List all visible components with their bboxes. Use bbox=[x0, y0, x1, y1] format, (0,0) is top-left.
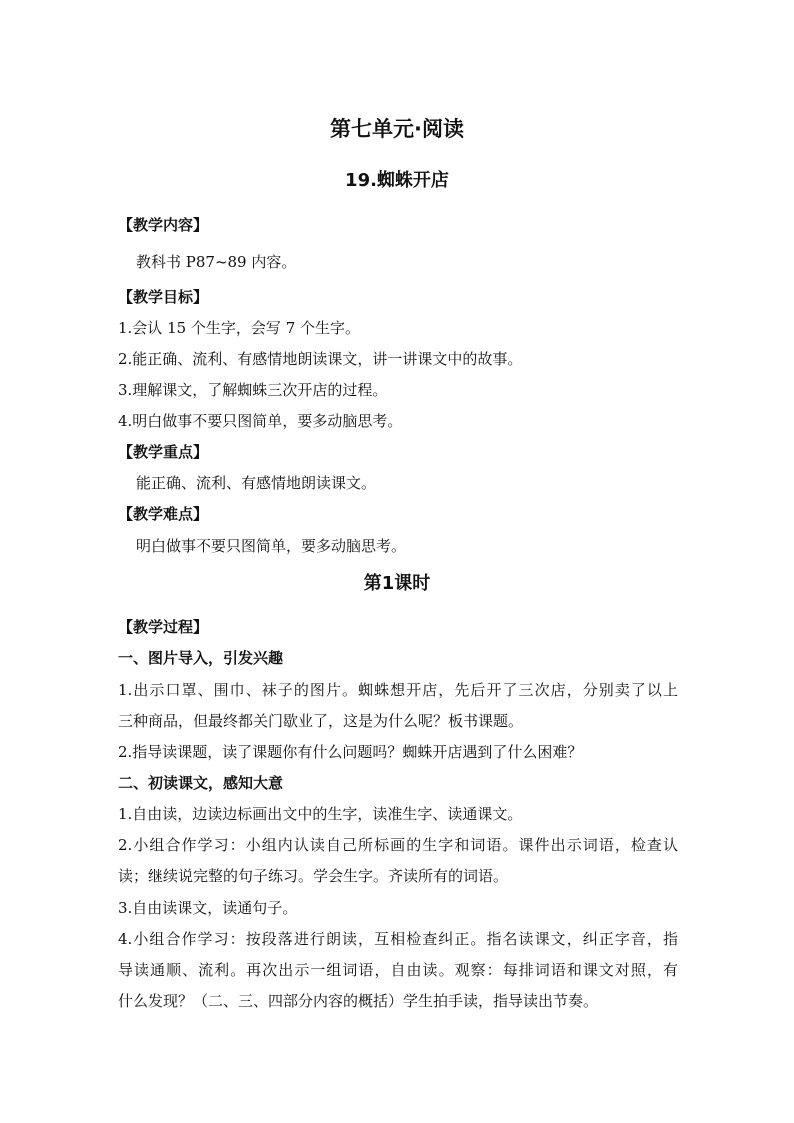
difficulty-text: 明白做事不要只图简单，要多动脑思考。 bbox=[136, 537, 407, 555]
paragraph-line: 三种商品，但最终都关门歇业了，这是为什么呢？板书课题。 bbox=[118, 712, 524, 730]
goal-item: 2.能正确、流利、有感情地朗读课文，讲一讲课文中的故事。 bbox=[118, 350, 523, 368]
lesson-subtitle: 19.蜘蛛开店 bbox=[345, 170, 449, 191]
paragraph-line: 导读通顺、流利。再次出示一组词语，自由读。观察：每排词语和课文对照，有 bbox=[118, 961, 678, 979]
paragraph-line: 3.自由读课文，读通句子。 bbox=[118, 899, 298, 917]
paragraph-line: 什么发现？（二、三、四部分内容的概括）学生拍手读，指导读出节奏。 bbox=[118, 992, 599, 1010]
goal-item: 3.理解课文，了解蜘蛛三次开店的过程。 bbox=[118, 381, 388, 399]
paragraph-line: 2.小组合作学习：小组内认读自己所标画的生字和词语。课件出示词语，检查认 bbox=[118, 836, 678, 854]
key-heading: 【教学重点】 bbox=[118, 443, 209, 461]
unit-title: 第七单元·阅读 bbox=[330, 117, 464, 141]
part2-heading: 二、初读课文，感知大意 bbox=[118, 774, 284, 792]
paragraph-line: 4.小组合作学习：按段落进行朗读，互相检查纠正。指名读课文，纠正字音，指 bbox=[118, 930, 678, 948]
goal-item: 1.会认 15 个生字，会写 7 个生字。 bbox=[118, 319, 361, 337]
paragraph-line: 读；继续说完整的句子练习。学会生字。齐读所有的词语。 bbox=[118, 867, 509, 885]
lesson-period-title: 第1课时 bbox=[363, 573, 431, 594]
goal-item: 4.明白做事不要只图简单，要多动脑思考。 bbox=[118, 412, 403, 430]
content-text: 教科书 P87~89 内容。 bbox=[136, 253, 297, 271]
paragraph-line: 1.出示口罩、围巾、袜子的图片。蜘蛛想开店，先后开了三次店，分别卖了以上 bbox=[118, 681, 678, 699]
goals-heading: 【教学目标】 bbox=[118, 288, 209, 306]
difficulty-heading: 【教学难点】 bbox=[118, 505, 209, 523]
paragraph-line: 2.指导读课题，读了课题你有什么问题吗？蜘蛛开店遇到了什么困难？ bbox=[118, 743, 583, 761]
key-text: 能正确、流利、有感情地朗读课文。 bbox=[136, 474, 377, 492]
paragraph-line: 1.自由读，边读边标画出文中的生字，读准生字、读通课文。 bbox=[118, 805, 523, 823]
part1-heading: 一、图片导入，引发兴趣 bbox=[118, 649, 284, 667]
content-heading: 【教学内容】 bbox=[118, 216, 209, 234]
process-heading: 【教学过程】 bbox=[118, 618, 209, 636]
